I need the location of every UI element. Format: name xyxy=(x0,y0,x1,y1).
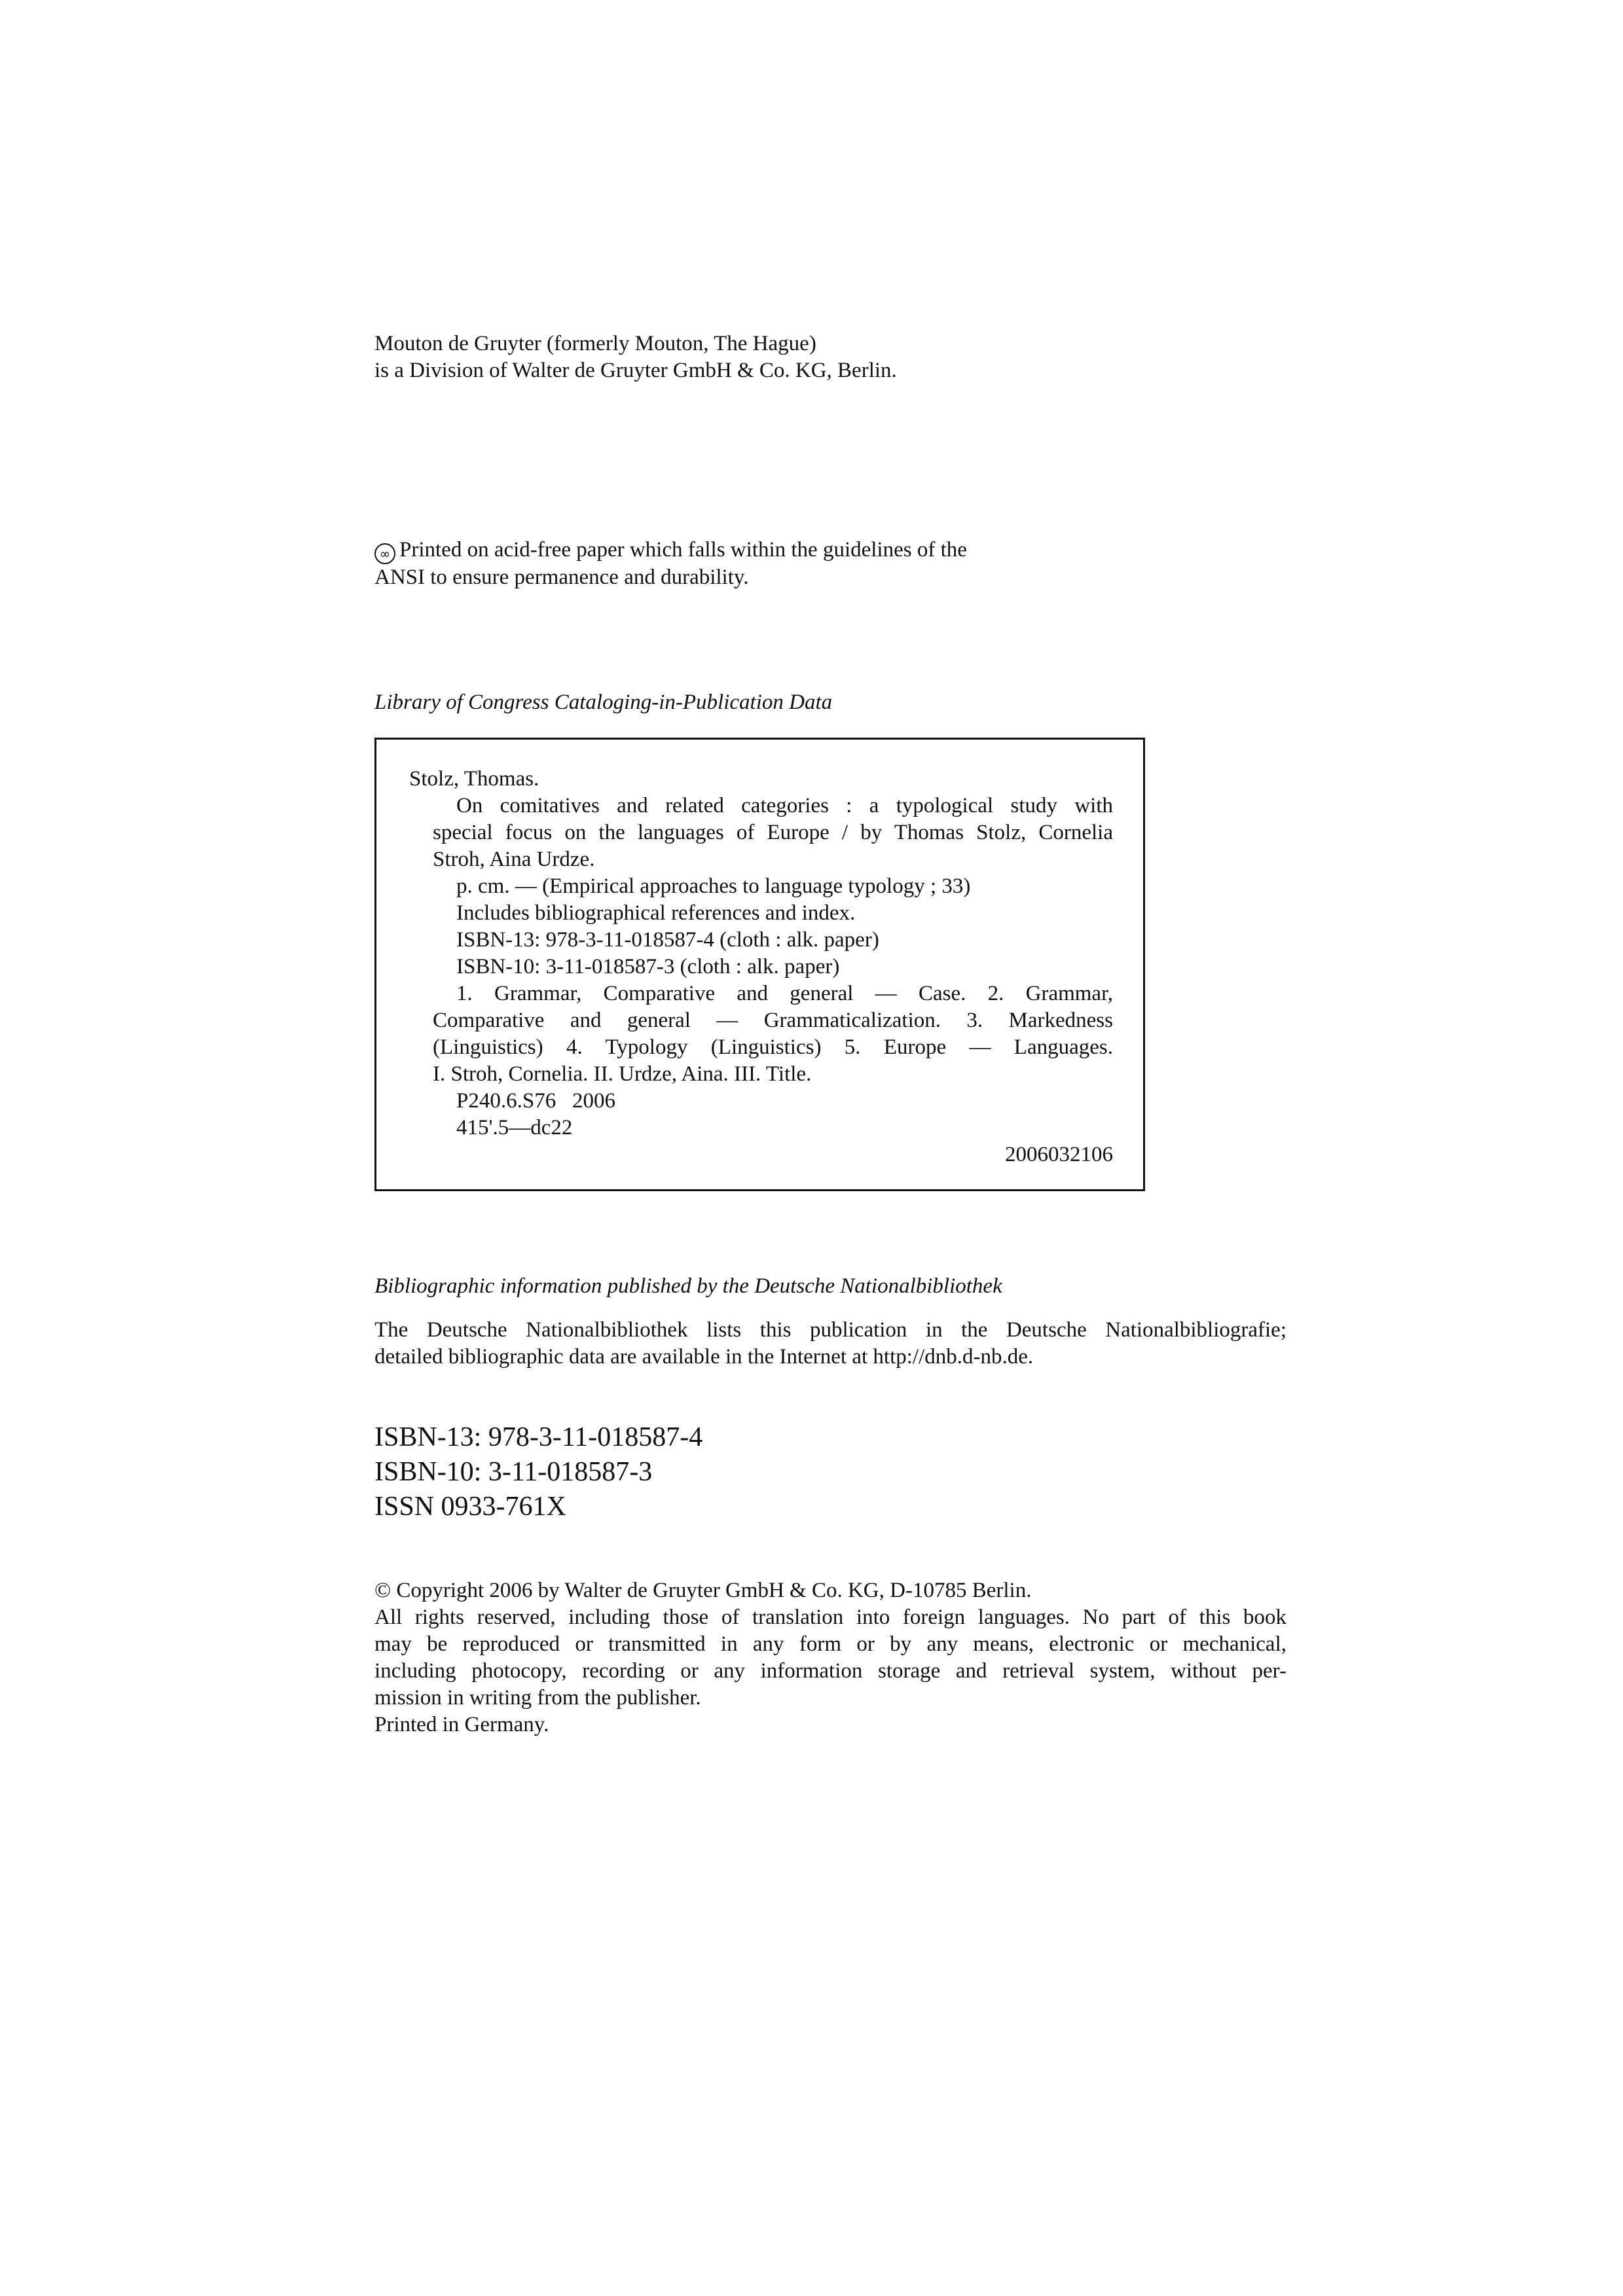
dnb-notice xyxy=(374,1317,1286,1371)
rights-line: mission in writing from the publisher. xyxy=(374,1686,701,1710)
loc-heading: Library of Congress Cataloging-in-Publication Data xyxy=(374,691,833,714)
cip-lccn: 2006032106 xyxy=(1005,1143,1113,1166)
printed-in: Printed in Germany. xyxy=(374,1713,549,1736)
cip-dewey: 415'.5—dc22 xyxy=(456,1116,573,1139)
cip-title-line: special focus on the languages of Europe / by Thomas Stolz, Cornelia xyxy=(433,821,1113,844)
acid-free-paper-notice xyxy=(374,537,1285,591)
rights-line: All rights reserved, including those of translation into foreign languages. No part of this book xyxy=(374,1605,1286,1629)
cip-series: p. cm. — (Empirical approaches to language typology ; 33) xyxy=(456,874,971,898)
acid-free-infinity-icon: ∞ xyxy=(374,543,395,564)
rights-line: including photocopy, recording or any information storage and retrieval system, without per- xyxy=(374,1659,1286,1683)
cip-subject-line: (Linguistics) 4. Typology (Linguistics) 5. Europe — Languages. xyxy=(433,1035,1113,1059)
cip-subject-line: 1. Grammar, Comparative and general — Case. 2. Grammar, xyxy=(456,982,1113,1005)
publisher-line: Mouton de Gruyter (formerly Mouton, The Hague) xyxy=(374,332,816,355)
cip-subject-line: I. Stroh, Cornelia. II. Urdze, Aina. III. Title. xyxy=(433,1062,812,1086)
cip-author: Stolz, Thomas. xyxy=(409,767,539,791)
dnb-heading: Bibliographic information published by the Deutsche Nationalbibliothek xyxy=(374,1274,1002,1298)
cip-title-line: Stroh, Aina Urdze. xyxy=(433,848,595,871)
identifiers-block xyxy=(374,1420,1285,1524)
rights-line: may be reproduced or transmitted in any form or by any means, electronic or mechanical, xyxy=(374,1632,1286,1656)
copyright-line: © Copyright 2006 by Walter de Gruyter GmbH & Co. KG, D-10785 Berlin. xyxy=(374,1579,1032,1602)
cip-subject-line: Comparative and general — Grammaticalization. 3. Markedness xyxy=(433,1009,1113,1032)
cip-isbn13: ISBN-13: 978-3-11-018587-4 (cloth : alk. paper) xyxy=(456,928,879,952)
cip-notes: Includes bibliographical references and index. xyxy=(456,901,856,925)
publisher-statement xyxy=(374,331,1285,384)
cip-lc-class: P240.6.S76 2006 xyxy=(456,1089,615,1113)
publisher-division-line: is a Division of Walter de Gruyter GmbH & Co. KG, Berlin. xyxy=(374,359,897,382)
cip-record-box xyxy=(374,738,1145,1191)
dnb-line: The Deutsche Nationalbibliothek lists this publication in the Deutsche Nationalbibliografie; xyxy=(374,1318,1286,1342)
issn: ISSN 0933-761X xyxy=(374,1492,566,1522)
cip-isbn10: ISBN-10: 3-11-018587-3 (cloth : alk. paper) xyxy=(456,955,840,978)
dnb-line: detailed bibliographic data are available in the Internet at http://dnb.d-nb.de. xyxy=(374,1345,1034,1369)
copyright-notice xyxy=(374,1577,1286,1738)
paper-notice-line: ANSI to ensure permanence and durability. xyxy=(374,565,749,589)
isbn10: ISBN-10: 3-11-018587-3 xyxy=(374,1457,653,1487)
isbn13: ISBN-13: 978-3-11-018587-4 xyxy=(374,1422,703,1452)
paper-notice-line: Printed on acid-free paper which falls within the guidelines of the xyxy=(399,538,967,562)
cip-title-line: On comitatives and related categories : a typological study with xyxy=(456,794,1113,817)
